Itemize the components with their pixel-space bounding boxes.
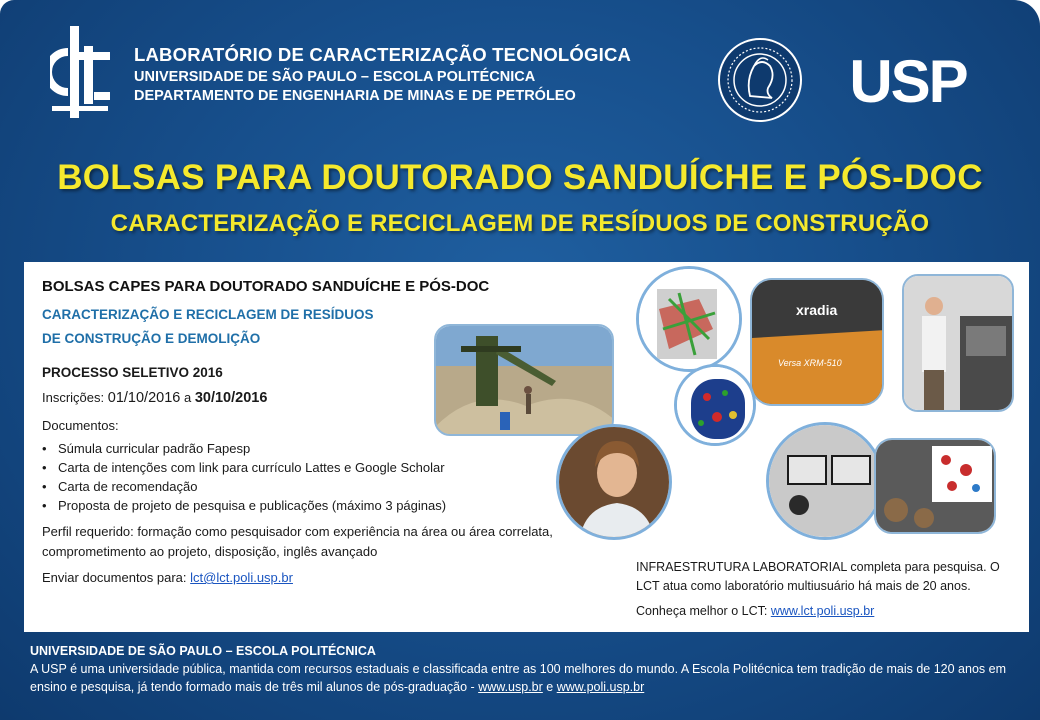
usp-website-link[interactable]: www.usp.br	[478, 680, 543, 694]
processo-seletivo: PROCESSO SELETIVO 2016	[42, 365, 223, 380]
perfil-requerido: Perfil requerido: formação como pesquisador com experiência na área ou área correlata, comprometimento ao projeto, disposição, inglês avançado	[42, 524, 553, 559]
know-more	[636, 602, 1016, 621]
know-label: Conheça melhor o LCT:	[636, 604, 768, 618]
documentos-list	[42, 439, 602, 515]
computer-lab-photo	[766, 422, 884, 540]
date-separator: a	[183, 390, 192, 405]
content-panel	[24, 262, 1029, 632]
inscricoes-label: Inscrições:	[42, 390, 105, 405]
analysis-screen-photo	[874, 438, 996, 534]
sample-3d-photo	[674, 364, 756, 446]
usp-logo-text: USP	[849, 52, 967, 108]
infra-text	[636, 558, 1016, 621]
list-item: • Proposta de projeto de pesquisa e publicações (máximo 3 páginas)	[42, 496, 602, 515]
microct-scan-photo	[636, 266, 742, 372]
poli-website-link[interactable]: www.poli.usp.br	[556, 680, 645, 694]
footer-title: UNIVERSIDADE DE SÃO PAULO – ESCOLA POLITÉCNICA	[30, 644, 376, 658]
recycling-plant-photo	[434, 324, 614, 436]
content-heading: BOLSAS CAPES PARA DOUTORADO SANDUÍCHE E PÓS-DOC	[42, 278, 490, 295]
date-start: 01/10/2016	[107, 390, 181, 406]
list-item: • Carta de recomendação	[42, 477, 602, 496]
footer-and: e	[546, 680, 554, 694]
xradia-brand: xradia	[796, 302, 838, 318]
department-line: DEPARTAMENTO DE ENGENHARIA DE MINAS E DE PETRÓLEO	[134, 88, 576, 104]
footer-text	[30, 660, 1020, 696]
list-item: • Carta de intenções com link para currículo Lattes e Google Scholar	[42, 458, 602, 477]
lct-logo	[50, 26, 112, 118]
enviar-label: Enviar documentos para:	[42, 570, 187, 585]
footer-description: A USP é uma universidade pública, mantida com recursos estaduais e classificada entre as 100 melhores do mundo. A Escola Politécnica tem tradição de mais de 120 anos em ensino e pesquisa, já tendo formado mais de três mil alunos de pós-graduação -	[30, 662, 1007, 694]
xradia-microscope-photo	[750, 278, 884, 406]
lab-header	[134, 44, 631, 104]
university-line: UNIVERSIDADE DE SÃO PAULO – ESCOLA POLITÉCNICA	[134, 69, 536, 85]
topic-line-1: CARACTERIZAÇÃO E RECICLAGEM DE RESÍDUOS	[42, 307, 374, 322]
email-link[interactable]: lct@lct.poli.usp.br	[190, 570, 293, 585]
topic-line-2: DE CONSTRUÇÃO E DEMOLIÇÃO	[42, 331, 261, 346]
lct-website-link[interactable]: www.lct.poli.usp.br	[770, 604, 875, 618]
sub-title: CARACTERIZAÇÃO E RECICLAGEM DE RESÍDUOS DE CONSTRUÇÃO	[110, 210, 930, 237]
poli-seal-icon	[716, 36, 804, 124]
list-item: • Súmula curricular padrão Fapesp	[42, 439, 602, 458]
lab-title: LABORATÓRIO DE CARACTERIZAÇÃO TECNOLÓGICA	[134, 44, 632, 65]
footer	[30, 642, 1020, 696]
researcher-photo	[556, 424, 672, 540]
enviar-documentos	[42, 570, 602, 585]
infra-description: INFRAESTRUTURA LABORATORIAL completa para pesquisa. O LCT atua como laboratório multiusuário há mais de 20 anos.	[636, 560, 1000, 593]
main-title: BOLSAS PARA DOUTORADO SANDUÍCHE E PÓS-DOC	[57, 158, 983, 197]
date-end: 30/10/2016	[194, 390, 268, 406]
usp-logo	[842, 52, 974, 108]
documentos-label: Documentos:	[42, 418, 119, 433]
versa-label: Versa XRM-510	[778, 358, 842, 368]
researcher-equipment-photo	[902, 274, 1014, 412]
